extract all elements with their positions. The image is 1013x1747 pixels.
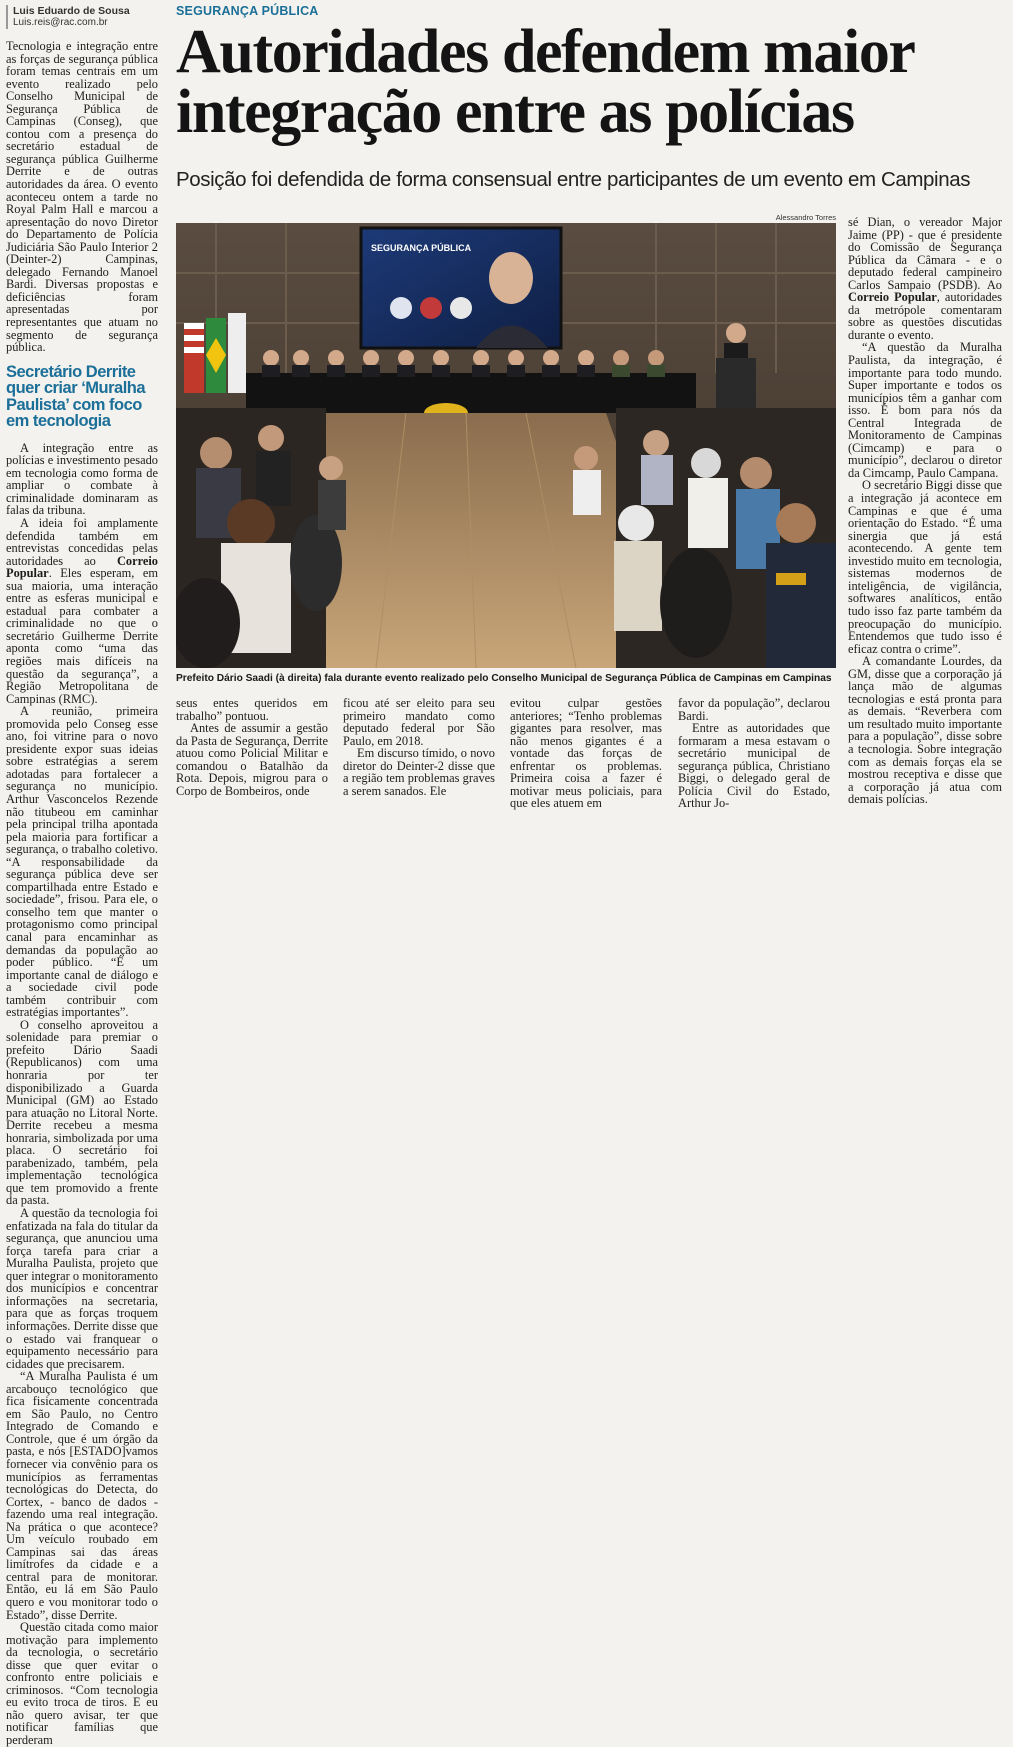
brand-name: Correio Popular: [848, 290, 937, 305]
paragraph: [6, 517, 158, 705]
screen-label: SEGURANÇA PÚBLICA: [371, 243, 472, 253]
paragraph: evitou culpar gestões anteriores; “Tenho problemas gigantes para resolver, mas não menos gigantes é a vontade das forças de enfrentar os problemas. Primeira coisa a fazer é motivar meus policiais, para que eles atuem em: [510, 696, 662, 811]
paragraph: Tecnologia e integração entre as forças de segurança pública foram temas centrais em um evento realizado pelo Conselho Municipal de Segurança Pública de Campinas (Conseg), que contou com a presença do secretário estadual de segurança pública Guilherme Derrite e de outras autoridades da área. O evento aconteceu ontem a tarde no Royal Palm Hall e marcou a apresentação do novo Diretor do Departamento de Polícia Judiciária São Paulo Interior 2 (Deinter-2) Campinas, delegado Fernando Manoel Bardi. Diversas propostas e deficiências foram apresentadas por representantes que atuam no segmento de segurança pública.: [6, 39, 158, 355]
photo-caption: Prefeito Dário Saadi (à direita) fala durante evento realizado pelo Conselho Municipal de Segurança Pública de Campinas em Campinas: [176, 673, 832, 684]
author-name: Luis Eduardo de Sousa: [13, 5, 130, 17]
paragraph: Questão citada como maior motivação para implemento da tecnologia, o secretário disse que quer evitar o confronto entre policiais e criminosos. “Com tecnologia eu evito troca de tiros. E eu não quero avisar, ter que notificar famílias que perderam: [6, 1620, 158, 1747]
paragraph: A comandante Lourdes, da GM, disse que a corporação já lança mão de algumas tecnologias e está pronta para as demais. “Reverbera com um resultado muito importante para a população”, disse sobre a tecnologia. Sobre integração com as demais forças ela se mostrou receptiva e disse que a corporação já atua com demais polícias.: [848, 654, 1002, 807]
deck-subtitle: Posição foi defendida de forma consensual entre participantes de um evento em Campinas: [176, 168, 971, 191]
paragraph: A questão da tecnologia foi enfatizada na fala do titular da segurança, que anunciou uma força tarefa para criar a Muralha Paulista, projeto que quer integrar o monitoramento dos municípios e concentrar informações na secretaria, para que as forças troquem informações. Derrite disse que o estado vai franquear o equipamento necessário para cidades que precisarem.: [6, 1206, 158, 1371]
paragraph: ficou até ser eleito para seu primeiro mandato como deputado federal por São Paulo, em 2018.: [343, 696, 495, 748]
event-photo: [176, 223, 836, 668]
paragraph: [848, 216, 1002, 341]
paragraph: A integração entre as polícias e investimento pesado em tecnologia como forma de ampliar o combate à criminalidade dominaram as falas da tribuna.: [6, 440, 158, 518]
flags: [184, 313, 246, 393]
event-photo-illustration: [176, 223, 836, 668]
text-run: sé Dian, o vereador Major Jaime (PP) - que é presidente do Comissão de Segurança Pública da Câmara - e o deputado federal campineiro Carlos Sampaio (PSDB). Ao: [848, 215, 1002, 292]
section-label: SEGURANÇA PÚBLICA: [176, 4, 319, 18]
article-column-2: [176, 697, 328, 797]
subheading: Secretário Derrite quer criar ‘Muralha Paulista’ com foco em tecnologia: [6, 362, 146, 431]
paragraph: seus entes queridos em trabalho” pontuou.: [176, 696, 328, 723]
article-column-6: [848, 216, 1002, 806]
paragraph: O secretário Biggi disse que a integração já acontece em Campinas e que é uma orientação do Estado. “É uma sinergia que já está acontecendo. A gente tem investido muito em tecnologia, sistemas modernos de inteligência, de vigilância, softwares analíticos, então tudo isso faz parte também da preocupação do município. Entendemos que tudo isso é eficaz contra o crime”.: [848, 478, 1002, 656]
paragraph: Em discurso tímido, o novo diretor do Deinter-2 disse que a região tem problemas graves a serem sanados. Ele: [343, 746, 495, 798]
paragraph: O conselho aproveitou a solenidade para premiar o prefeito Dário Saadi (Republicanos) com uma honraria por ter disponibilizado a Guarda Municipal (GM) ao Estado para atuação no Litoral Norte. Derrite recebeu a mesma honraria, simbolizada por uma placa. O secretário foi parabenizado, também, pela implementação tecnológica que tem promovido a frente da pasta.: [6, 1017, 158, 1208]
article-column-4: [510, 697, 662, 810]
text-run: , autoridades da metrópole comentaram sobre as questões discutidas durante o evento.: [848, 290, 1002, 342]
paragraph: “A Muralha Paulista é um arcabouço tecnológico que fica fisicamente concentrada em São Paulo, no Centro Integrado de Comando e Controle, que é um órgão da pasta, e nós [ESTADO]vamos fornecer via convênio para os municípios as ferramentas tecnológicas do Detecta, do Cortex, - banco de dados - fazendo uma real integração. Na prática o que acontece? Um veículo roubado em Campinas sai das áreas limítrofes da cidade e a central para de monitorar. Então, eu lá em São Paulo quero e vou monitorar todo o Estado”, disse Derrite.: [6, 1369, 158, 1622]
byline: [6, 5, 173, 29]
article-column-5: [678, 697, 830, 810]
text-run: . Eles esperam, em sua maioria, uma interação entre as esferas municipal e estadual para combater a criminalidade no que o secretário Guilherme Derrite aponta como “uma das regiões mais difíceis na questão da segurança”, a Região Metropolitana de Campinas (RMC).: [6, 566, 158, 706]
headline: Autoridades defendem maior integração entre as polícias: [176, 18, 914, 146]
brand-name: Correio Popular: [6, 553, 158, 581]
text-run: A ideia foi amplamente defendida também em entrevistas concedidas pelas autoridades ao: [6, 515, 158, 568]
article-column-3: [343, 697, 495, 797]
author-email[interactable]: Luis.reis@rac.com.br: [13, 17, 108, 28]
photo-credit: Alessandro Torres: [775, 213, 836, 222]
paragraph: favor da população”, declarou Bardi.: [678, 696, 830, 723]
article-column-1: [6, 40, 158, 1747]
paragraph: “A questão da Muralha Paulista, da integração, é importante para todo mundo. Super importante e todos os municípios têm a ganhar com isso. É bom para nós da Central Integrada de Monitoramento de Campinas (Cimcamp) e para o município”, declarou o diretor da Cimcamp, Paulo Campana.: [848, 340, 1002, 480]
paragraph: Antes de assumir a gestão da Pasta de Segurança, Derrite atuou como Policial Militar e comandou o Batalhão da Rota. Depois, migrou para o Corpo de Bombeiros, onde: [176, 721, 328, 798]
head-table: [246, 373, 696, 413]
paragraph: A reunião, primeira promovida pelo Conseg esse ano, foi vitrine para o novo presidente expor suas ideias sobre estratégias a serem adotadas para fortalecer a segurança no município. Arthur Vasconcelos Rezende não titubeou em caminhar pela principal trilha apontada pela maioria para fortificar a segurança, o trabalho coletivo. “A responsabilidade da segurança pública deve ser compartilhada entre Estado e sociedade”, frisou. Para ele, o conselho tem que manter o protagonismo como principal canal para encaminhar as demandas da população ao poder público. “É um importante canal de diálogo e a sociedade civil pode também contribuir com estratégias importantes”.: [6, 704, 158, 1020]
paragraph: Entre as autoridades que formaram a mesa estavam o secretário municipal de segurança pública, Christiano Biggi, o delegado geral de Polícia Civil do Estado, Arthur Jo-: [678, 721, 830, 811]
